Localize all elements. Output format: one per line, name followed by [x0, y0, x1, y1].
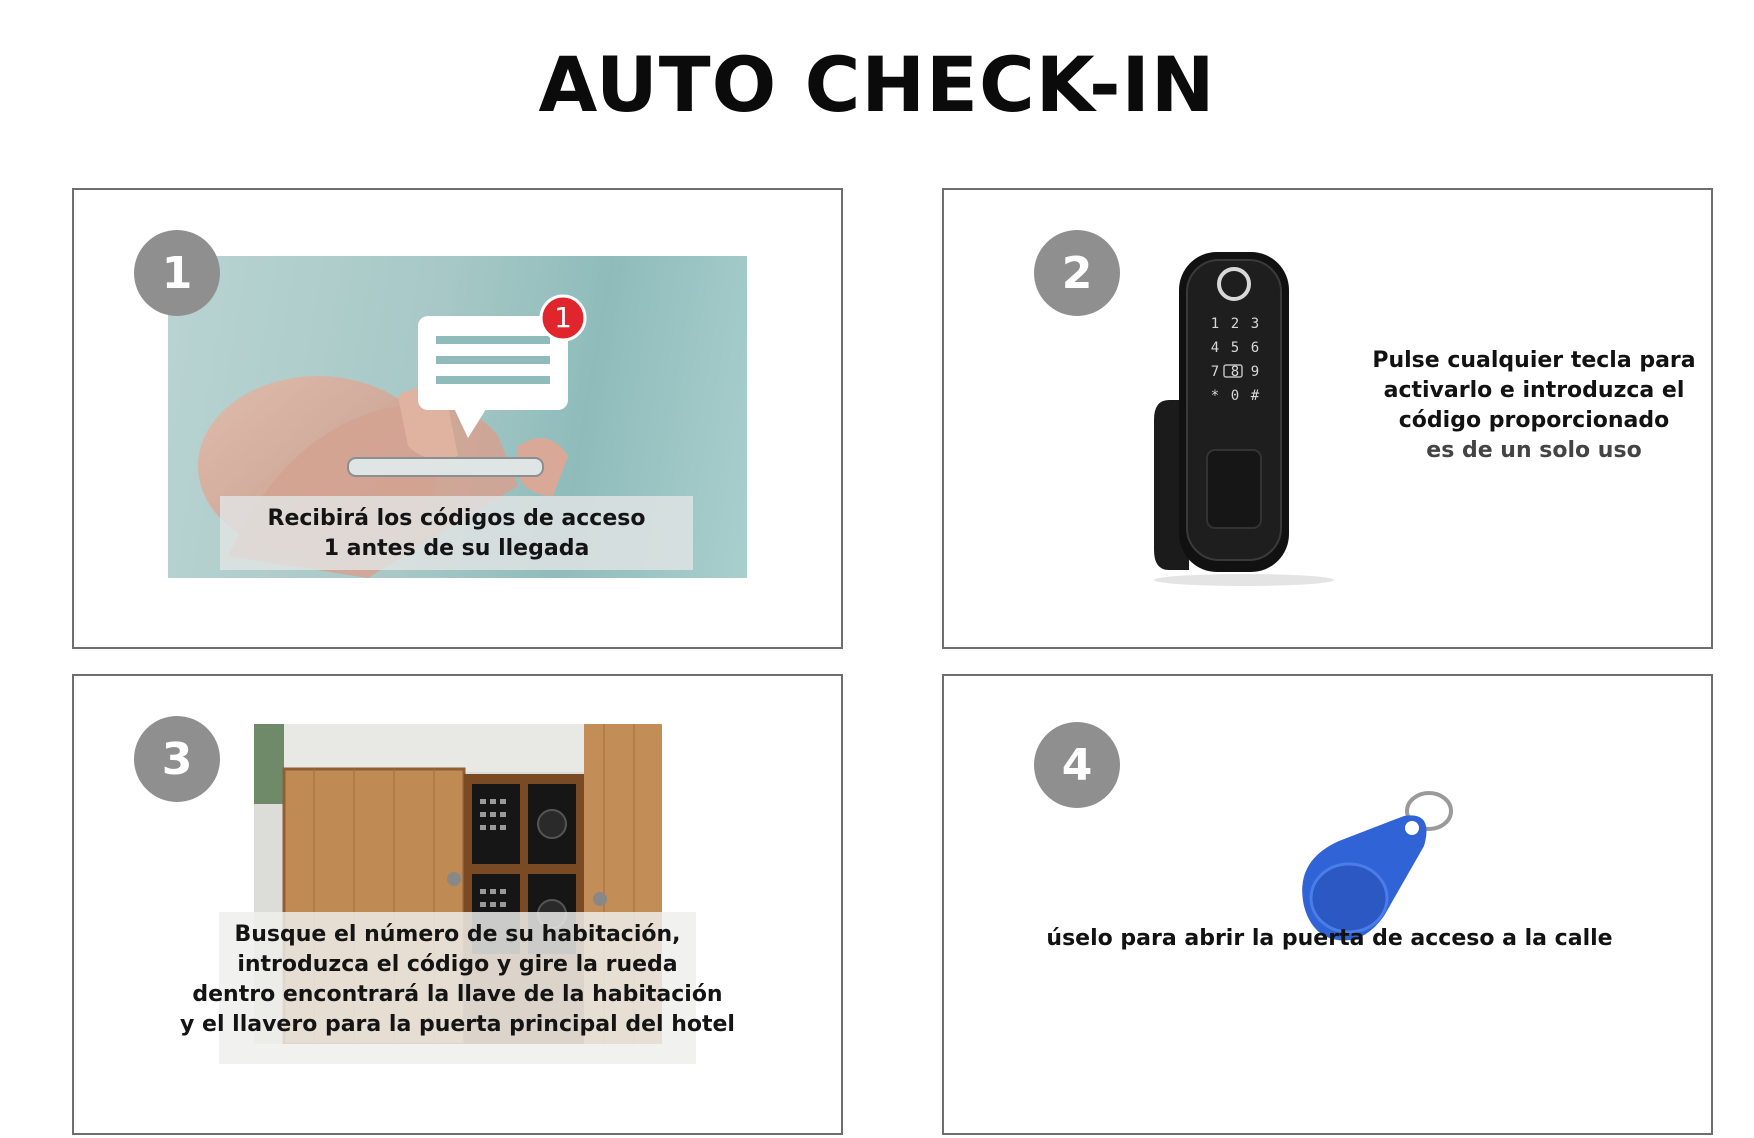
step-2-caption-line-1: Pulse cualquier tecla para [1372, 348, 1696, 373]
step-3-badge: 3 [134, 716, 220, 802]
keypad-key: * [1210, 388, 1220, 404]
smartphone-icon [348, 458, 543, 476]
step-1-badge: 1 [134, 230, 220, 316]
step-2-caption-line-2: activarlo e introduzca el [1383, 378, 1685, 403]
step-1-caption-line-2: 1 antes de su llegada [323, 536, 590, 561]
step-1-caption-line-1: Recibirá los códigos de acceso [267, 506, 646, 531]
keypad-key: 1 [1210, 316, 1220, 332]
step-2-caption-line-4: es de un solo uso [1426, 438, 1642, 463]
notification-count: 1 [554, 301, 572, 334]
step-4-panel [942, 674, 1713, 1135]
step-2-badge: 2 [1034, 230, 1120, 316]
smart-lock-icon [1149, 250, 1339, 590]
keypad-key: 0 [1230, 388, 1240, 404]
keypad-key: 4 [1210, 340, 1220, 356]
keypad-key: 5 [1230, 340, 1240, 356]
step-3-panel [72, 674, 843, 1135]
step-3-caption [180, 912, 735, 1064]
keypad-key: 6 [1250, 340, 1260, 356]
step-3-caption-line-3: dentro encontrará la llave de la habitación [192, 982, 723, 1007]
step-1-panel [72, 188, 843, 649]
step-3-caption-line-1: Busque el número de su habitación, [234, 922, 681, 947]
step-3-caption-line-2: introduzca el código y gire la rueda [237, 952, 678, 977]
keypad-key: 8 [1230, 364, 1240, 380]
keypad-key: 7 [1210, 364, 1220, 380]
keypad-key: 2 [1230, 316, 1240, 332]
step-3-caption-line-4: y el llavero para la puerta principal del hotel [180, 1012, 735, 1037]
step-1-caption [220, 496, 693, 570]
step-2-caption [1364, 346, 1704, 466]
keypad-key: 3 [1250, 316, 1260, 332]
keypad-safe-icon [472, 784, 520, 864]
step-4-caption: úselo para abrir la puerta de acceso a la calle [1046, 926, 1613, 951]
step-4-badge: 4 [1034, 722, 1120, 808]
phone-notification-photo [168, 256, 747, 578]
step-2-panel [942, 188, 1713, 649]
page-title: AUTO CHECK-IN [538, 40, 1216, 129]
handle-plate [1207, 450, 1261, 528]
keypad-key: 9 [1250, 364, 1260, 380]
keypad-key: # [1250, 388, 1260, 404]
step-2-caption-line-3: código proporcionado [1398, 408, 1670, 433]
